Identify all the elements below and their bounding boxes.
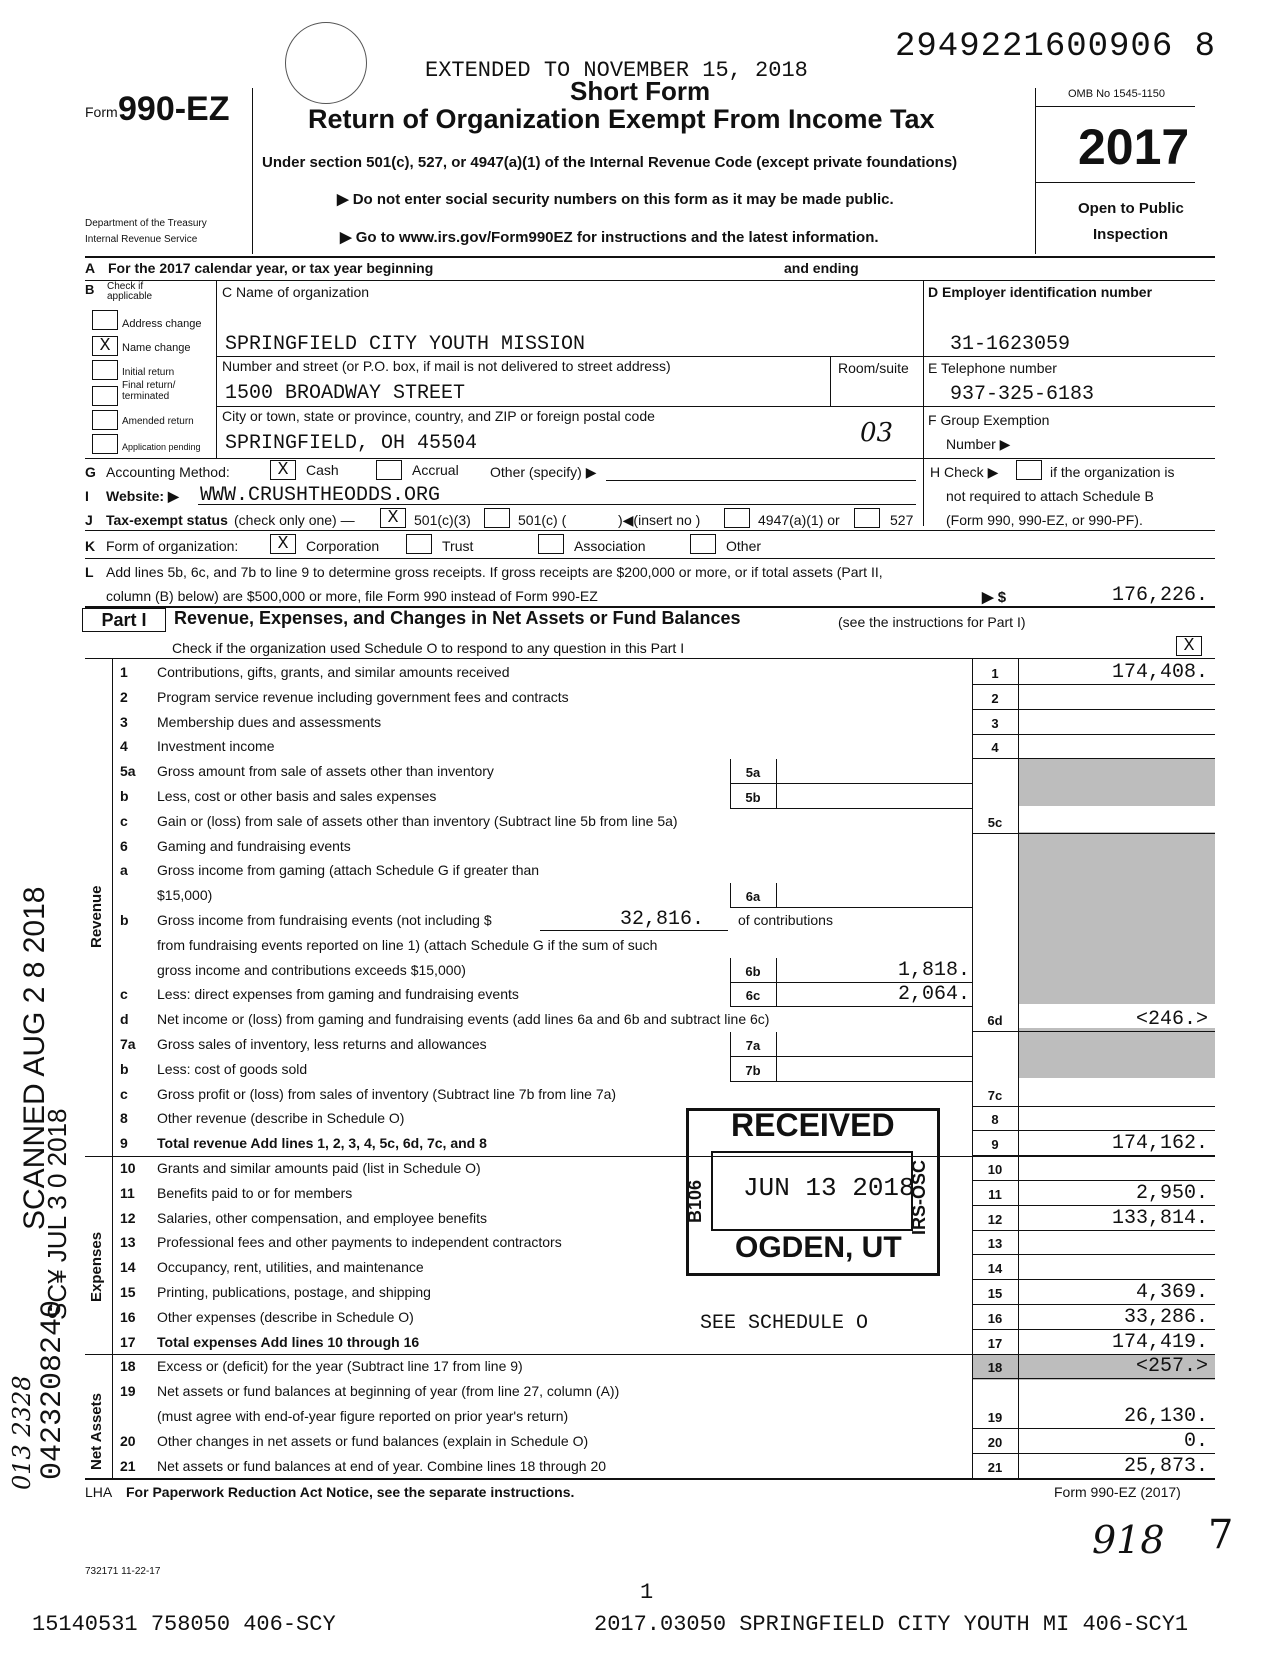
scanned-stamp: SCANNED AUG 2 8 2018 bbox=[18, 886, 51, 1230]
line-description: Investment income bbox=[157, 738, 275, 754]
association-label: Association bbox=[574, 538, 646, 554]
short-form-label: Short Form bbox=[570, 76, 711, 106]
line-ref-9: 9 bbox=[991, 1137, 999, 1152]
line-number: 16 bbox=[120, 1309, 136, 1325]
paperwork-notice: For Paperwork Reduction Act Notice, see the separate instructions. bbox=[126, 1484, 575, 1500]
website-value: WWW.CRUSHTHEODDS.ORG bbox=[200, 484, 441, 507]
other-org-checkbox[interactable] bbox=[690, 534, 716, 554]
handwritten-918: 918 bbox=[1092, 1518, 1165, 1562]
part-i-tag: Part I bbox=[82, 608, 166, 632]
line-description: Printing, publications, postage, and shipping bbox=[157, 1284, 431, 1300]
address-change-checkbox[interactable] bbox=[92, 310, 118, 330]
received-stamp bbox=[686, 1108, 940, 1276]
form-number: 990-EZ bbox=[118, 90, 230, 128]
notice-website: ▶ Go to www.irs.gov/Form990EZ for instructions and the latest information. bbox=[340, 229, 879, 246]
line-a-text: For the 2017 calendar year, or tax year beginning bbox=[108, 260, 434, 276]
line-value-19: 26,130. bbox=[1123, 1405, 1208, 1428]
line-value-18: <257.> bbox=[1135, 1355, 1208, 1378]
line-value-15: 4,369. bbox=[1135, 1281, 1208, 1304]
subline-ref-6a: 6a bbox=[745, 889, 761, 904]
line-6b-excluded-amount: 32,816. bbox=[620, 908, 705, 931]
subline-ref-6c: 6c bbox=[745, 988, 761, 1003]
501c-checkbox[interactable] bbox=[484, 508, 510, 528]
org-name-label: C Name of organization bbox=[222, 284, 370, 300]
cash-label: Cash bbox=[306, 462, 339, 478]
gross-receipts-value: 176,226. bbox=[1111, 584, 1208, 607]
line-number: 5a bbox=[120, 763, 136, 779]
form-of-org-label: Form of organization: bbox=[106, 538, 239, 554]
line-description: Gross amount from sale of assets other than inventory bbox=[157, 763, 494, 779]
line-ref-5c: 5c bbox=[987, 815, 1003, 830]
stamp-left-code: B106 bbox=[685, 1179, 705, 1223]
line-description: Gaming and fundraising events bbox=[157, 838, 351, 854]
schedule-o-checkbox[interactable]: X bbox=[1176, 636, 1202, 656]
line-ref-19: 19 bbox=[987, 1410, 1003, 1425]
line-description: Membership dues and assessments bbox=[157, 714, 382, 730]
seal-circle bbox=[285, 22, 367, 104]
h-check-text-3: (Form 990, 990-EZ, or 990-PF). bbox=[946, 512, 1143, 528]
group-exemption-number: Number ▶ bbox=[946, 436, 1011, 452]
received-date: JUN 13 2018 bbox=[743, 1173, 915, 1203]
line-l-text-1: Add lines 5b, 6c, and 7b to line 9 to determine gross receipts. If gross receipts are $200,000 or more, or if total assets (Part II, bbox=[106, 564, 883, 580]
form-title: Return of Organization Exempt From Income Tax bbox=[308, 104, 935, 134]
ein-label: D Employer identification number bbox=[928, 284, 1153, 300]
phone-label: E Telephone number bbox=[928, 360, 1057, 376]
subline-ref-6b: 6b bbox=[745, 964, 761, 979]
part-i-see: (see the instructions for Part I) bbox=[838, 614, 1026, 630]
notice-ssn: ▶ Do not enter social security numbers on this form as it may be made public. bbox=[337, 191, 894, 208]
stamp-right-code: IRS-OSC bbox=[909, 1159, 929, 1235]
subline-value-6c: 2,064. bbox=[897, 983, 970, 1006]
4947-label: 4947(a)(1) or bbox=[758, 512, 840, 528]
line-number: 10 bbox=[120, 1160, 136, 1176]
line-ref-10: 10 bbox=[987, 1162, 1003, 1177]
line-value-1: 174,408. bbox=[1111, 661, 1208, 684]
line-number: 18 bbox=[120, 1358, 136, 1374]
line-description: (must agree with end-of-year figure reported on prior year's return) bbox=[157, 1408, 569, 1424]
h-check-label: H Check ▶ bbox=[930, 464, 999, 480]
application-pending-checkbox[interactable] bbox=[92, 434, 118, 454]
501c3-label: 501(c)(3) bbox=[414, 512, 471, 528]
line-description: Gain or (loss) from sale of assets other than inventory (Subtract line 5b from line 5a) bbox=[157, 813, 678, 829]
line-number: b bbox=[120, 788, 129, 804]
line-description: Gross income from gaming (attach Schedule G if greater than bbox=[157, 862, 540, 878]
line-a-letter: A bbox=[85, 260, 96, 276]
line-number: 19 bbox=[120, 1383, 136, 1399]
tax-year: 2017 bbox=[1078, 119, 1190, 175]
address-change-label: Address change bbox=[122, 318, 202, 330]
line-description: from fundraising events reported on line 1) (attach Schedule G if the sum of such bbox=[157, 937, 658, 953]
527-checkbox[interactable] bbox=[854, 508, 880, 528]
part-i-title: Revenue, Expenses, and Changes in Net Assets or Fund Balances bbox=[174, 608, 741, 628]
line-ref-8: 8 bbox=[991, 1112, 999, 1127]
line-description: $15,000) bbox=[157, 887, 213, 903]
h-check-text: if the organization is bbox=[1050, 464, 1175, 480]
line-number: 6 bbox=[120, 838, 128, 854]
street-label: Number and street (or P.O. box, if mail is not delivered to street address) bbox=[222, 358, 671, 374]
line-value-17: 174,419. bbox=[1111, 1331, 1208, 1354]
subline-ref-7b: 7b bbox=[745, 1063, 761, 1078]
ein-value: 31-1623059 bbox=[950, 333, 1071, 356]
line-ref-15: 15 bbox=[987, 1286, 1003, 1301]
line-number: 9 bbox=[120, 1135, 128, 1151]
line-description: Less: direct expenses from gaming and fundraising events bbox=[157, 986, 519, 1002]
line-number: 7a bbox=[120, 1036, 136, 1052]
revenue-section-label: Revenue bbox=[88, 885, 105, 948]
line-ref-13: 13 bbox=[987, 1236, 1003, 1251]
corporation-checkbox[interactable]: X bbox=[270, 534, 296, 554]
line-number: 12 bbox=[120, 1210, 136, 1226]
open-public: Open to Public bbox=[1078, 200, 1184, 217]
line-description: Net assets or fund balances at beginning of year (from line 27, column (A)) bbox=[157, 1383, 620, 1399]
line-ref-3: 3 bbox=[991, 716, 999, 731]
line-description: Benefits paid to or for members bbox=[157, 1185, 353, 1201]
amended-return-checkbox[interactable] bbox=[92, 410, 118, 430]
dept-label: Department of the Treasury bbox=[85, 218, 207, 229]
line-description: gross income and contributions exceeds $15,000) bbox=[157, 962, 466, 978]
tax-exempt-label: Tax-exempt status bbox=[106, 512, 228, 528]
footer-right-id: 2017.03050 SPRINGFIELD CITY YOUTH MI 406-SCY1 bbox=[594, 1612, 1189, 1637]
line-number: 15 bbox=[120, 1284, 136, 1300]
line-number: 3 bbox=[120, 714, 128, 730]
line-description: Gross income from fundraising events (not including $ bbox=[157, 912, 492, 928]
city-label: City or town, state or province, country, and ZIP or foreign postal code bbox=[222, 408, 655, 424]
final-return-checkbox[interactable] bbox=[92, 386, 118, 406]
line-ref-14: 14 bbox=[987, 1261, 1003, 1276]
501c3-checkbox[interactable]: X bbox=[380, 508, 406, 528]
501c-label: 501(c) ( bbox=[518, 512, 567, 528]
subline-ref-5b: 5b bbox=[745, 790, 761, 805]
line-number: c bbox=[120, 986, 128, 1002]
handwritten-7: 7 bbox=[1208, 1512, 1234, 1558]
line-number: 1 bbox=[120, 664, 128, 680]
schedule-b-checkbox[interactable] bbox=[1016, 460, 1042, 480]
serial-stamp: 0423208240 bbox=[36, 1299, 70, 1480]
line-value-21: 25,873. bbox=[1123, 1455, 1208, 1478]
line-number: b bbox=[120, 1061, 129, 1077]
line-ref-2: 2 bbox=[991, 691, 999, 706]
line-value-16: 33,286. bbox=[1123, 1306, 1208, 1329]
tax-exempt-hint: (check only one) — bbox=[234, 512, 355, 528]
form-code: 732171 11-22-17 bbox=[85, 1566, 161, 1577]
line-description: Professional fees and other payments to independent contractors bbox=[157, 1234, 562, 1250]
inspection: Inspection bbox=[1093, 226, 1169, 243]
application-pending-label: Application pending bbox=[122, 442, 201, 452]
line-value-6d: <246.> bbox=[1135, 1008, 1208, 1031]
line-ref-1: 1 bbox=[991, 666, 999, 681]
line-value-20: 0. bbox=[1183, 1430, 1208, 1453]
group-exemption-label: F Group Exemption bbox=[928, 412, 1050, 428]
received-text: RECEIVED bbox=[731, 1107, 895, 1143]
4947-checkbox[interactable] bbox=[724, 508, 750, 528]
line-description: Gross sales of inventory, less returns and allowances bbox=[157, 1036, 487, 1052]
net-assets-section-label: Net Assets bbox=[88, 1393, 105, 1470]
line-number: 4 bbox=[120, 738, 128, 754]
line-number: 21 bbox=[120, 1458, 136, 1474]
line-ref-20: 20 bbox=[987, 1435, 1003, 1450]
phone-value: 937-325-6183 bbox=[950, 383, 1095, 406]
line-ref-11: 11 bbox=[988, 1187, 1002, 1202]
julian-stamp: SC¥ JUL 3 0 2018 bbox=[42, 1108, 72, 1320]
line-description: Contributions, gifts, grants, and similar amounts received bbox=[157, 664, 510, 680]
line-description: Other revenue (describe in Schedule O) bbox=[157, 1110, 405, 1126]
page-number: 1 bbox=[640, 1580, 654, 1605]
room-suite-label: Room/suite bbox=[838, 360, 909, 376]
initial-return-label: Initial return bbox=[122, 367, 175, 378]
line-description: Grants and similar amounts paid (list in Schedule O) bbox=[157, 1160, 481, 1176]
received-city: OGDEN, UT bbox=[735, 1231, 902, 1264]
line-description: Excess or (deficit) for the year (Subtract line 17 from line 9) bbox=[157, 1358, 523, 1374]
trust-label: Trust bbox=[442, 538, 474, 554]
subline-ref-7a: 7a bbox=[745, 1038, 761, 1053]
cash-checkbox[interactable]: X bbox=[270, 460, 296, 480]
irs-label: Internal Revenue Service bbox=[85, 234, 198, 245]
line-ref-16: 16 bbox=[987, 1311, 1003, 1326]
line-value-9: 174,162. bbox=[1111, 1132, 1208, 1155]
line-number: b bbox=[120, 912, 129, 928]
amended-return-label: Amended return bbox=[122, 416, 194, 427]
final-return-label: Final return/ terminated bbox=[122, 380, 176, 402]
line-ref-17: 17 bbox=[987, 1336, 1003, 1351]
name-change-label: Name change bbox=[122, 342, 191, 354]
lha-label: LHA bbox=[85, 1484, 113, 1500]
line-ref-12: 12 bbox=[987, 1212, 1003, 1227]
line-ref-18: 18 bbox=[987, 1360, 1003, 1375]
name-change-checkbox[interactable]: X bbox=[92, 336, 118, 356]
schedule-o-check-text: Check if the organization used Schedule O to respond to any question in this Part I bbox=[172, 640, 685, 656]
line-description: Other expenses (describe in Schedule O) bbox=[157, 1309, 414, 1325]
website-label: Website: ▶ bbox=[106, 488, 179, 504]
accounting-method-label: Accounting Method: bbox=[106, 464, 230, 480]
org-name: SPRINGFIELD CITY YOUTH MISSION bbox=[225, 333, 586, 356]
line-ref-4: 4 bbox=[991, 740, 999, 755]
footer-left-id: 15140531 758050 406-SCY bbox=[32, 1612, 336, 1637]
line-ref-6d: 6d bbox=[987, 1013, 1003, 1028]
line-value-12: 133,814. bbox=[1111, 1207, 1208, 1230]
association-checkbox[interactable] bbox=[538, 534, 564, 554]
line-number: 20 bbox=[120, 1433, 136, 1449]
line-description: Net income or (loss) from gaming and fundraising events (add lines 6a and 6b and subtract line 6c) bbox=[157, 1011, 770, 1027]
line-description: Program service revenue including government fees and contracts bbox=[157, 689, 569, 705]
line-description: Occupancy, rent, utilities, and maintenance bbox=[157, 1259, 424, 1275]
subline-value-6b: 1,818. bbox=[897, 959, 970, 982]
line-number: c bbox=[120, 813, 128, 829]
check-if-applicable: Check if applicable bbox=[107, 281, 153, 302]
line-description: Salaries, other compensation, and employee benefits bbox=[157, 1210, 487, 1226]
line-description: Gross profit or (loss) from sales of inventory (Subtract line 7b from line 7a) bbox=[157, 1086, 617, 1102]
line-value-11: 2,950. bbox=[1135, 1182, 1208, 1205]
527-label: 527 bbox=[890, 512, 914, 528]
form-footer: Form 990-EZ (2017) bbox=[1054, 1484, 1181, 1500]
line-number: 14 bbox=[120, 1259, 136, 1275]
line-number: 11 bbox=[120, 1185, 135, 1201]
other-org-label: Other bbox=[726, 538, 762, 554]
dln-number: 2949221600906 8 bbox=[895, 28, 1217, 66]
extended-note: EXTENDED TO NOVEMBER 15, 2018 bbox=[425, 58, 808, 83]
corporation-label: Corporation bbox=[306, 538, 380, 554]
line-number: 8 bbox=[120, 1110, 128, 1126]
line-number: c bbox=[120, 1086, 128, 1102]
handwritten-code: 03 bbox=[860, 418, 894, 448]
line-description: Less, cost or other basis and sales expenses bbox=[157, 788, 437, 804]
street-address: 1500 BROADWAY STREET bbox=[225, 382, 466, 405]
form-prefix: Form bbox=[85, 104, 118, 120]
line-description: Less: cost of goods sold bbox=[157, 1061, 308, 1077]
handwritten-margin: 013 2328 bbox=[8, 1375, 36, 1490]
expenses-section-label: Expenses bbox=[88, 1231, 105, 1302]
line-ref-7c: 7c bbox=[987, 1088, 1003, 1103]
line-a-ending: and ending bbox=[784, 260, 859, 276]
insert-no-label: )◀(insert no ) bbox=[618, 512, 701, 528]
accrual-label: Accrual bbox=[412, 462, 459, 478]
line-number: a bbox=[120, 862, 128, 878]
line-description: Total revenue Add lines 1, 2, 3, 4, 5c, 6d, 7c, and 8 bbox=[157, 1135, 487, 1151]
line-number: d bbox=[120, 1011, 129, 1027]
h-check-text-2: not required to attach Schedule B bbox=[946, 488, 1154, 504]
line-l-text-2: column (B) below) are $500,000 or more, file Form 990 instead of Form 990-EZ bbox=[106, 588, 598, 604]
line-description: Net assets or fund balances at end of year. Combine lines 18 through 20 bbox=[157, 1458, 607, 1474]
line-description: Other changes in net assets or fund balances (explain in Schedule O) bbox=[157, 1433, 589, 1449]
see-schedule-o: SEE SCHEDULE O bbox=[700, 1312, 869, 1335]
line-description: Total expenses Add lines 10 through 16 bbox=[157, 1334, 420, 1350]
line-number: 13 bbox=[120, 1234, 136, 1250]
initial-return-checkbox[interactable] bbox=[92, 360, 118, 380]
accrual-checkbox[interactable] bbox=[376, 460, 402, 480]
line-6b-contrib-label: of contributions bbox=[738, 912, 833, 928]
omb-number: OMB No 1545-1150 bbox=[1068, 88, 1166, 100]
subline-ref-5a: 5a bbox=[745, 765, 761, 780]
other-method-label: Other (specify) ▶ bbox=[490, 464, 597, 480]
city-state-zip: SPRINGFIELD, OH 45504 bbox=[225, 432, 478, 455]
under-section: Under section 501(c), 527, or 4947(a)(1) of the Internal Revenue Code (except private foundations) bbox=[262, 154, 958, 171]
line-ref-21: 21 bbox=[987, 1460, 1003, 1475]
line-l-arrow: ▶ $ bbox=[982, 589, 1007, 606]
line-number: 2 bbox=[120, 689, 128, 705]
trust-checkbox[interactable] bbox=[406, 534, 432, 554]
line-number: 17 bbox=[120, 1334, 136, 1350]
